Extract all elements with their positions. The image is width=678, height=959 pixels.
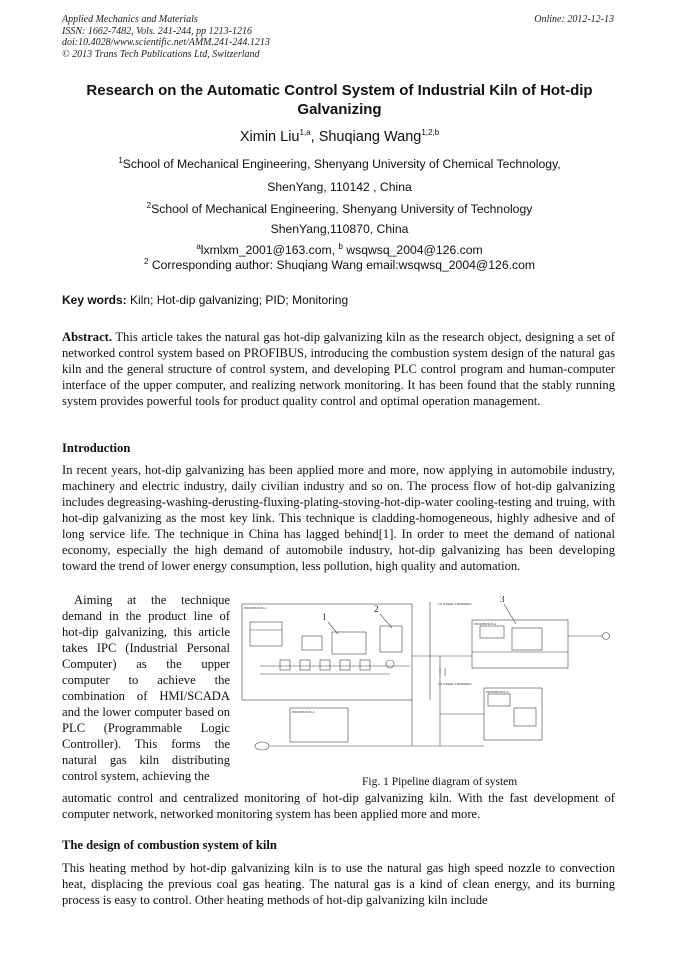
affiliation-2-line2: ShenYang,110870, China — [270, 222, 409, 236]
combustion-paragraph-1: This heating method by hot-dip galvanizing kiln is to use the natural gas high speed nozzle to convection heat, displacing the previous coal gas heating. The natural gas is a kind of clean energy, and its burning process is easy to control. Other heating methods of hot-dip galvanizing kiln include — [62, 861, 615, 907]
aff1-text: School of Mechanical Engineering, Shenyang University of Chemical Technology, — [122, 157, 561, 171]
paper-title: Research on the Automatic Control System of Industrial Kiln of Hot-dip Galvanizing — [86, 82, 593, 118]
intro-paragraph-1: In recent years, hot-dip galvanizing has been applied more and more, now applying in automobile industry, machinery and electric industry, daily civilian industry and so on. The process flow of hot-dip galvanizing includes degreasing-washing-derusting-fluxing-plating-stoving-hot-dip-water cooling-testing and truing, with hot-dip galvanizing as the most key link. This technique is cladding-homogeneous, highly adhesive and of long service life. The technique in China has lagged behind[1]. In order to meet the demand of national economy, especially the high demand of automobile industry, hot-dip galvanizing has been developing toward the trend of lower energy consumption, less pollution, high quality and automation. — [62, 463, 615, 573]
figure-caption: Fig. 1 Pipeline diagram of system — [362, 776, 518, 788]
copyright-line: © 2013 Trans Tech Publications Ltd, Switzerland — [62, 48, 260, 60]
keywords-text: Kiln; Hot-dip galvanizing; PID; Monitoring — [126, 293, 349, 307]
email-a: lxmlxm_2001@163.com, — [200, 243, 339, 257]
arrow-label-2: TO OTHER 3 BURNERS — [438, 682, 472, 686]
panel-right-top — [472, 620, 568, 668]
email-b-sup: b — [338, 241, 343, 251]
doi-line: doi:10.4028/www.scientific.net/AMM.241-244.1213 — [62, 37, 270, 48]
keywords — [62, 293, 617, 307]
issn-line: ISSN: 1662-7482, Vols. 241-244, pp 1213-1216 — [62, 25, 252, 37]
affiliation-1-line2: ShenYang, 110142 , China — [267, 180, 412, 194]
running-header — [62, 14, 270, 60]
author-1: Ximin Liu — [239, 129, 300, 145]
email-b: wsqwsq_2004@126.com — [342, 243, 483, 257]
abstract-text: This article takes the natural gas hot-dip galvanizing kiln as the research object, designing a set of networked control system based on PROFIBUS, introducing the combustion system design of the natural gas kiln and the general structure of control system, and developing PLC control program and human-computer interface of the upper computer, and realizing network monitoring. It has been found that the stably running system provides powerful tools for product quality control and optimal operation management. — [62, 330, 615, 408]
author-1-sup: 1,a — [299, 128, 311, 138]
corresponding-line — [62, 258, 617, 272]
fig-label-1: 1 — [322, 612, 327, 622]
journal-name: Applied Mechanics and Materials — [62, 14, 198, 25]
online-date: Online: 2012-12-13 — [534, 14, 614, 25]
aff2-text: School of Mechanical Engineering, Shenyang University of Technology — [151, 202, 533, 216]
aff1-sup: 1 — [118, 155, 123, 165]
fig-label-2: 2 — [374, 604, 379, 614]
author-2: Shuqiang Wang — [318, 129, 422, 145]
svg-text:PROFIBUS/TA-1: PROFIBUS/TA-1 — [244, 606, 267, 610]
abstract-label: Abstract. — [62, 330, 113, 344]
arrow-label-1: TO OTHER 3 BURNERS — [438, 602, 472, 606]
affiliation-2-line1 — [62, 202, 617, 216]
svg-text:PROFIBUS/TA-4: PROFIBUS/TA-4 — [292, 710, 315, 714]
pipeline-diagram-figure — [240, 596, 618, 762]
fig-label-3: 3 — [500, 596, 505, 604]
svg-text:PROFIBUS/TA-2: PROFIBUS/TA-2 — [474, 622, 497, 626]
corr-text: Corresponding author: Shuqiang Wang email:wsqwsq_2004@126.com — [148, 258, 536, 272]
abstract — [62, 329, 615, 409]
keywords-label: Key words: — [62, 293, 127, 307]
intro-heading: Introduction — [62, 441, 131, 455]
combustion-heading: The design of combustion system of kiln — [62, 838, 277, 852]
affiliation-1-line1 — [62, 157, 617, 171]
corr-sup: 2 — [143, 256, 149, 266]
email-a-sup: a — [196, 241, 201, 251]
intro-paragraph-2-continued: automatic control and centralized monitoring of hot-dip galvanizing kiln. With the fast development of computer network, networked monitoring system has been applied more and more. — [62, 791, 615, 821]
author-separator: , — [310, 129, 319, 145]
panel-right-bottom — [484, 688, 542, 740]
email-line — [62, 243, 617, 257]
aff2-sup: 2 — [146, 200, 152, 210]
svg-text:PROFIBUS/TA-3: PROFIBUS/TA-3 — [486, 690, 509, 694]
author-line — [62, 129, 617, 145]
author-2-sup: 1,2,b — [421, 128, 440, 138]
intro-paragraph-2-wrapped: Aiming at the technique demand in the product line of hot-dip galvanizing, this article takes IPC (Industrial Personal Computer) as the upper computer to achieve the combination of HMI/SCADA and the lower computer based on PLC (Programmable Logic Controller). This forms the natural gas kiln distributing control system, achieving the — [62, 593, 230, 783]
